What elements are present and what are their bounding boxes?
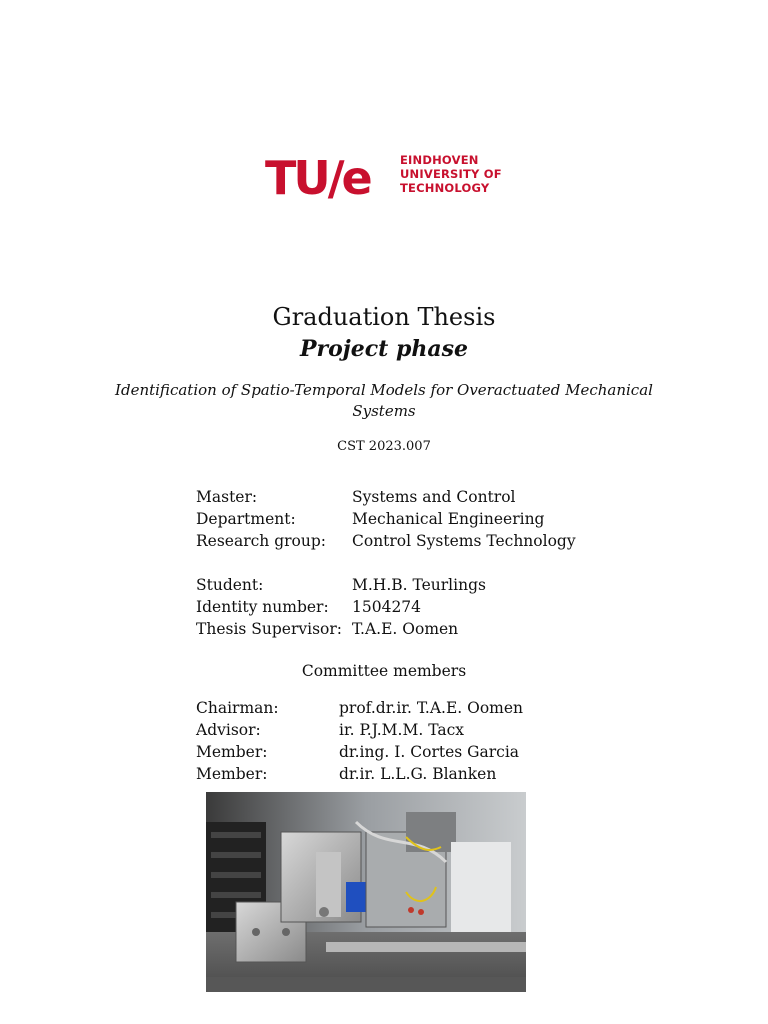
program-info bbox=[196, 486, 576, 552]
tue-logo-text bbox=[400, 153, 502, 195]
info-key: Identity number: bbox=[196, 598, 329, 616]
tue-logo-mark bbox=[265, 150, 393, 202]
thesis-subtitle: Project phase bbox=[300, 336, 468, 362]
info-key: Advisor: bbox=[196, 721, 261, 739]
info-key: Member: bbox=[196, 743, 268, 761]
info-key: Thesis Supervisor: bbox=[196, 620, 343, 638]
info-value: 1504274 bbox=[352, 598, 422, 616]
info-row bbox=[196, 719, 523, 741]
info-row bbox=[196, 486, 576, 508]
committee-heading: Committee members bbox=[301, 662, 467, 680]
logo-line: EINDHOVEN bbox=[400, 153, 479, 167]
info-row bbox=[196, 508, 576, 530]
info-key: Student: bbox=[196, 576, 264, 594]
info-row bbox=[196, 741, 523, 763]
student-info bbox=[196, 574, 486, 640]
info-value: Systems and Control bbox=[352, 488, 516, 506]
setup-photo bbox=[206, 792, 526, 992]
info-key: Member: bbox=[196, 765, 268, 783]
info-row bbox=[196, 763, 523, 785]
info-key: Department: bbox=[196, 510, 296, 528]
info-row bbox=[196, 697, 523, 719]
info-value: ir. P.J.M.M. Tacx bbox=[339, 721, 464, 739]
thesis-title: Graduation Thesis bbox=[272, 303, 496, 331]
info-row bbox=[196, 618, 486, 640]
info-key: Chairman: bbox=[196, 699, 279, 717]
info-value: M.H.B. Teurlings bbox=[352, 576, 486, 594]
committee-info bbox=[196, 697, 523, 785]
info-key: Research group: bbox=[196, 532, 327, 550]
info-row bbox=[196, 530, 576, 552]
svg-text:TU/e: TU/e bbox=[265, 151, 370, 202]
info-value: dr.ir. L.L.G. Blanken bbox=[339, 765, 497, 783]
tue-logo bbox=[265, 150, 510, 202]
logo-line: TECHNOLOGY bbox=[400, 181, 490, 195]
info-value: prof.dr.ir. T.A.E. Oomen bbox=[339, 699, 524, 717]
logo-line: UNIVERSITY OF bbox=[400, 167, 502, 181]
report-code: CST 2023.007 bbox=[337, 439, 431, 454]
setup-photo-drawing bbox=[206, 792, 526, 992]
info-key: Master: bbox=[196, 488, 258, 506]
info-row bbox=[196, 596, 486, 618]
thesis-topic: Identification of Spatio-Temporal Models for Overactuated Mechanical Systems bbox=[115, 381, 653, 420]
info-row bbox=[196, 574, 486, 596]
info-value: T.A.E. Oomen bbox=[352, 620, 459, 638]
info-value: Mechanical Engineering bbox=[352, 510, 545, 528]
info-value: Control Systems Technology bbox=[352, 532, 576, 550]
info-value: dr.ing. I. Cortes Garcia bbox=[339, 743, 520, 761]
